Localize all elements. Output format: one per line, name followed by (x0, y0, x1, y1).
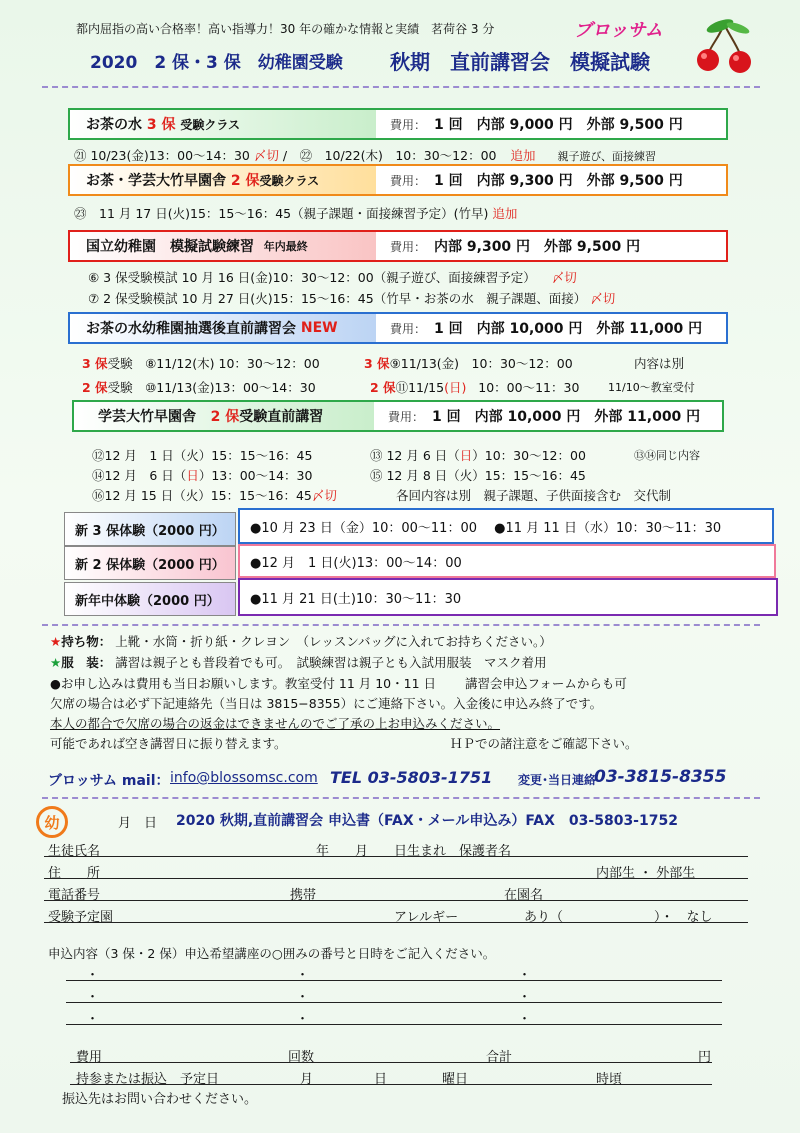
trial-3ho-label: 新 3 保体験（2000 円） (64, 512, 236, 546)
contact-email-link[interactable]: info@blossomsc.com (170, 770, 318, 786)
trial-nenchu-label: 新年中体験（2000 円） (64, 582, 236, 616)
note-hp: ＨＰでの諸注意をご確認下さい。 (450, 736, 638, 751)
form-dot: ・ (86, 990, 100, 1005)
lottery-row2-c: 11/10〜教室受付 (608, 381, 695, 394)
kokuritsu-line2: ⑦ 2 保受験模試 10 月 27 日(火)15：15〜16：45（竹早・お茶の水 親子課題、面接） 〆切 (88, 291, 616, 306)
gakugei2-l1c: ⑬⑭同じ内容 (634, 449, 700, 462)
star-icon: ★ (50, 655, 62, 670)
section-ochanomizu3-title: お茶の水 3 保 受験クラス (70, 110, 376, 138)
trial-2ho-dates: ●12 月 1 日(火)13：00〜14：00 (238, 544, 776, 578)
form-line (66, 980, 722, 981)
gakugei2-l1a: ⑫12 月 1 日（火）15：15〜16：45 (92, 448, 313, 463)
form-total-label: 合計 (486, 1050, 513, 1065)
gakugei2-l1b: ⑬ 12 月 6 日（日）10：30〜12：00 (370, 448, 586, 463)
note-clothes: ★服 装： 講習は親子とも普段着でも可。 試験練習は親子とも入試用服装 マスク着用 (50, 655, 547, 670)
divider (42, 797, 760, 799)
form-school-label: 在園名 (504, 888, 544, 903)
note-absence: 欠席の場合は必ず下記連絡先（当日は 3815−8355）にご連絡下さい。入金後に申込み終了です。 (50, 696, 603, 711)
contact-mail-label: ブロッサム mail： (48, 773, 170, 789)
gakugei2-l3b: 各回内容は別 親子課題、子供面接含む 交代制 (396, 488, 672, 503)
trial-3ho-dates: ●10 月 23 日（金）10：00〜11：00 ●11 月 11 日（水）10：30〜11：30 (238, 508, 774, 544)
form-pay-label: 持参または振込 予定日 (76, 1072, 220, 1087)
form-address-label: 住 所 (48, 866, 101, 881)
form-mobile-label: 携帯 (290, 888, 317, 903)
divider (42, 624, 760, 626)
lottery-row1-c: 内容は別 (634, 356, 685, 371)
form-student-name-label: 生徒氏名 (48, 844, 101, 859)
form-line (44, 856, 748, 857)
form-line (44, 878, 748, 879)
form-line (70, 1062, 712, 1063)
form-line (66, 1002, 722, 1003)
form-target-label: 受験予定園 (48, 910, 114, 925)
kindergarten-badge: 幼 (36, 806, 68, 838)
form-dot: ・ (86, 1012, 100, 1027)
form-weekday: 曜日 (442, 1072, 469, 1087)
note-items: ★持ち物： 上靴・水筒・折り紙・クレヨン （レッスンバッグに入れてお持ちください。） (50, 634, 552, 649)
form-content-label: 申込内容（3 保・2 保）申込希望講座の○囲みの番号と日時をご記入ください。 (48, 946, 496, 961)
trial-nenchu-dates: ●11 月 21 日(土)10：30〜11：30 (238, 578, 778, 616)
form-dot: ・ (296, 968, 310, 983)
lottery-row2-a: 2 保受験 ⑩11/13(金)13：00〜14：30 (82, 380, 316, 395)
form-member-label: 内部生 ・ 外部生 (596, 866, 696, 881)
form-line (66, 1024, 722, 1025)
gakugei2-l3a: ⑯12 月 15 日（火）15：15〜16：45〆切 (92, 488, 337, 503)
form-bank-note: 振込先はお問い合わせください。 (62, 1092, 258, 1107)
trial-2ho-label: 新 2 保体験（2000 円） (64, 546, 236, 580)
note-transfer: 可能であれば空き講習日に振り替えます。 (50, 736, 287, 751)
form-allergy-label: アレルギー (394, 910, 459, 925)
form-dot: ・ (86, 968, 100, 983)
form-dot: ・ (518, 1012, 532, 1027)
section-kokuritsu-fee: 費用： 内部 9,300 円 外部 9,500 円 (390, 239, 641, 255)
form-line (70, 1084, 712, 1085)
star-icon: ★ (50, 634, 62, 649)
form-time: 時頃 (596, 1072, 623, 1087)
form-count-label: 回数 (288, 1050, 315, 1065)
page-title-left: 2020 2 保・3 保 幼稚園受験 (90, 53, 343, 73)
cherry-icon (690, 18, 760, 78)
lottery-row1-a: 3 保受験 ⑧11/12(木) 10：30〜12：00 (82, 356, 320, 371)
contact-tel: TEL 03-5803-1751 (330, 768, 493, 787)
form-yen: 円 (698, 1050, 712, 1065)
gakugei2-l2b: ⑮ 12 月 8 日（火）15：15〜16：45 (370, 468, 586, 483)
form-dot: ・ (518, 968, 532, 983)
form-fee-label: 費用 (76, 1050, 103, 1065)
section-ochanomizu3-fee: 費用： 1 回 内部 9,000 円 外部 9,500 円 (390, 117, 683, 133)
section-lottery-title: お茶の水幼稚園抽選後直前講習会 NEW (70, 314, 376, 342)
form-dot: ・ (518, 990, 532, 1005)
section-lottery-fee: 費用： 1 回 内部 10,000 円 外部 11,000 円 (390, 321, 703, 337)
section-gakugei2-title: 学芸大竹早園舎 2 保 受験直前講習 (74, 402, 374, 430)
lottery-row2-b: 2 保⑪11/15(日) 10：00〜11：30 (370, 380, 580, 395)
form-dot: ・ (296, 1012, 310, 1027)
form-title: 2020 秋期,直前講習会 申込書（FAX・メール申込み）FAX 03-5803-1752 (176, 813, 678, 829)
form-month: 月 (300, 1072, 314, 1087)
gakugei2-l2a: ⑭12 月 6 日（日）13：00〜14：30 (92, 468, 313, 483)
tagline: 都内屈指の高い合格率！高い指導力！30 年の確かな情報と実績 茗荷谷 3 分 (76, 22, 495, 36)
contact-change-tel: 03-3815-8355 (594, 767, 727, 787)
form-birth-label: 年 月 日生まれ 保護者名 (316, 844, 512, 859)
form-day: 日 (374, 1072, 388, 1087)
page-title-right: 秋期 直前講習会 模擬試験 (390, 50, 650, 74)
form-line (44, 900, 748, 901)
form-allergy-options: あり（ ）・ なし (524, 910, 713, 925)
form-date: 月 日 (118, 816, 158, 831)
section-ochagakugei2-title: お茶・学芸大竹早園舎 2 保 受験クラス (70, 166, 376, 194)
kokuritsu-line1: ⑥ 3 保受験模試 10 月 16 日(金)10：30〜12：00（親子遊び、面接練習予定） 〆切 (88, 270, 577, 285)
section-gakugei2-fee: 費用： 1 回 内部 10,000 円 外部 11,000 円 (388, 409, 701, 425)
section-kokuritsu-title: 国立幼稚園 模擬試験練習 年内最終 (70, 232, 376, 260)
form-dot: ・ (296, 990, 310, 1005)
brand-logo-text: ブロッサム (574, 20, 663, 41)
form-line (44, 922, 748, 923)
ochagakugei2-schedule: ㉓ 11 月 17 日(火)15：15〜16：45（親子課題・面接練習予定）(竹早) 追加 (74, 206, 518, 221)
ochanomizu3-schedule: ㉑ 10/23(金)13：00〜14：30 〆切 / ㉒ 10/22(木) 10：30〜12：00 追加 親子遊び、面接練習 (74, 148, 657, 163)
lottery-row1-b: 3 保⑨11/13(金) 10：30〜12：00 (364, 356, 573, 371)
section-ochagakugei2-fee: 費用： 1 回 内部 9,300 円 外部 9,500 円 (390, 173, 683, 189)
form-phone-label: 電話番号 (48, 888, 101, 903)
divider (42, 86, 760, 88)
contact-change-label: 変更･当日連絡 (518, 773, 597, 787)
note-apply: ●お申し込みは費用も当日お願いします。教室受付 11 月 10・11 日 講習会申込フォームからも可 (50, 676, 627, 691)
note-refund: 本人の都合で欠席の場合の返金はできませんのでご了承の上お申込みください。 (50, 716, 501, 731)
